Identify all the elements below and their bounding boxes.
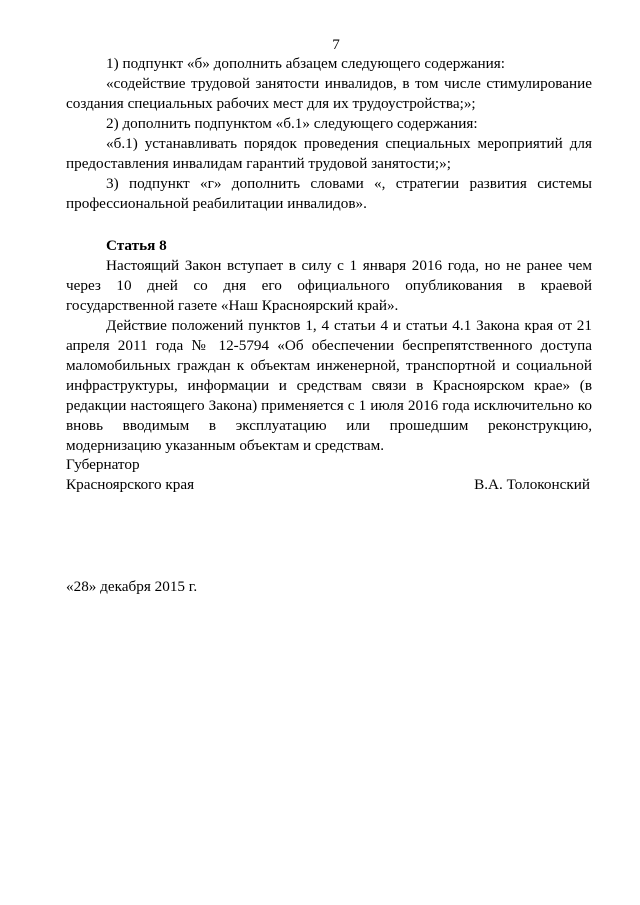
page-number: 7 <box>332 36 340 53</box>
article-heading: Статья 8 <box>106 237 167 254</box>
article-paragraph: Действие положений пунктов 1, 4 статьи 4 и статьи 4.1 Закона края от 21 апреля 2011 года № 12-5794 «Об обеспечении беспрепятственного доступа маломобильных граждан к объектам инженерной, транспортной и социальной инфраструктуры, информации и средствам связи в Красноярском крае» (в редакции настоящего Закона) применяется с 1 июля 2016 года исключительно ко вновь вводимым в эксплуатацию или прошедшим реконструкцию, модернизацию указанным объектам и средствам. <box>66 317 592 454</box>
signature-block <box>66 455 590 495</box>
article-paragraph: Настоящий Закон вступает в силу с 1 января 2016 года, но не ранее чем через 10 дней со дня его официального опубликования в краевой государственной газете «Наш Красноярский край». <box>66 257 592 314</box>
signatory-title: Губернатор <box>66 456 140 473</box>
document-date: «28» декабря 2015 г. <box>66 578 198 595</box>
amendment-paragraph: «б.1) устанавливать порядок проведения специальных мероприятий для предоставления инвалидам гарантий трудовой занятости;»; <box>66 135 592 172</box>
signatory-name: В.А. Толоконский <box>474 476 590 493</box>
amendment-paragraph: 3) подпункт «г» дополнить словами «, стратегии развития системы профессиональной реабилитации инвалидов». <box>66 175 592 212</box>
amendment-paragraph: 1) подпункт «б» дополнить абзацем следующего содержания: <box>106 55 506 72</box>
signatory-region: Красноярского края <box>66 476 195 493</box>
amendment-paragraph: 2) дополнить подпунктом «б.1» следующего содержания: <box>106 115 478 132</box>
amendment-paragraph: «содействие трудовой занятости инвалидов, в том числе стимулирование создания специальных рабочих мест для их трудоустройства;»; <box>66 75 592 112</box>
document-body <box>66 54 592 456</box>
